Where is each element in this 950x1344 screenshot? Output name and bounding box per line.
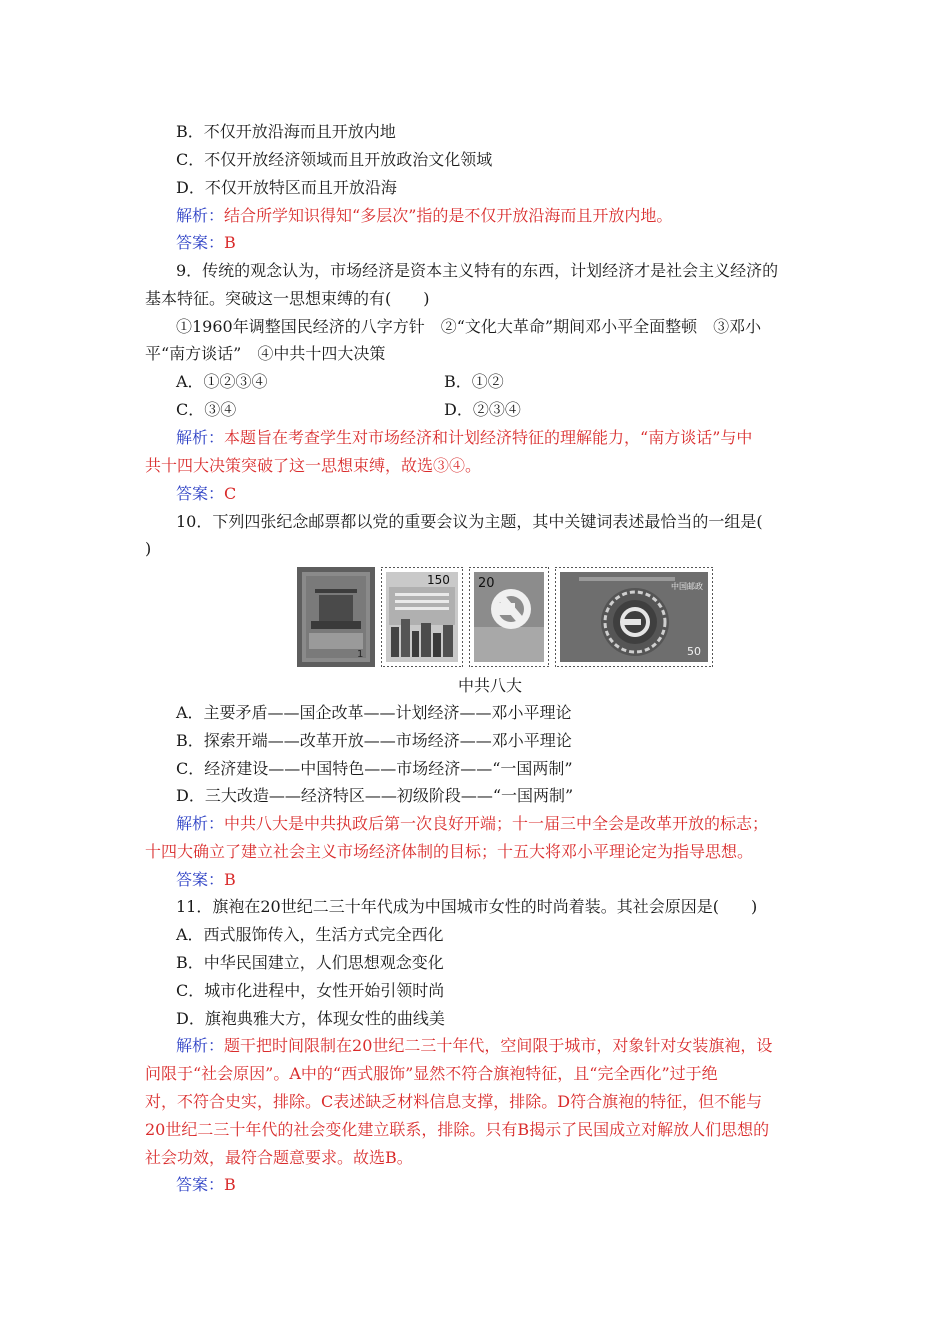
q8-answer-value: B [224,233,236,252]
q11-answer-value: B [224,1175,236,1194]
stamp-3-value: 20 [478,576,495,591]
stamp-4-country: 中国邮政 [671,582,703,591]
q11-analysis-line-1 [176,1036,772,1056]
stamp-2-value: 150 [427,573,450,587]
q9-option-a: A．①②③④ [176,372,268,391]
q11-analysis-line-5: 社会功效，最符合题意要求。故选B。 [145,1148,413,1167]
q9-analysis-line-2: 共十四大决策突破了这一思想束缚，故选③④。 [145,456,482,475]
q10-stem-line-2: ) [145,539,152,558]
stamp-caption: 中共八大 [458,676,523,695]
stamp-4-value: 50 [687,645,701,658]
q8-option-d: D．不仅开放特区而且开放沿海 [176,178,397,197]
q11-option-d: D．旗袍典雅大方，体现女性的曲线美 [176,1009,445,1028]
analysis-label: 解析： [176,814,225,833]
answer-label: 答案： [176,233,225,252]
q9-stem-line-1: 9．传统的观念认为，市场经济是资本主义特有的东西，计划经济才是社会主义经济的 [176,261,779,280]
q11-analysis-line-3: 对，不符合史实，排除。C表述缺乏材料信息支撑，排除。D符合旗袍的特征，但不能与 [145,1092,763,1111]
q11-analysis-line-2: 问限于“社会原因”。A中的“西式服饰”显然不符合旗袍特征，且“完全西化”过于绝 [145,1064,718,1083]
q9-items-line-2: 平“南方谈话” ④中共十四大决策 [145,344,386,363]
q8-analysis [176,206,672,226]
stamp-3-image [469,567,549,667]
answer-label: 答案： [176,870,225,889]
q9-option-d: D．②③④ [444,400,521,419]
q10-analysis-line-2: 十四大确立了建立社会主义市场经济体制的目标；十五大将邓小平理论定为指导思想。 [145,842,754,861]
stamp-1-value: 1 [357,649,364,660]
q11-answer [176,1175,236,1195]
q9-analysis-line-1 [176,428,752,448]
q11-option-c: C．城市化进程中，女性开始引领时尚 [176,981,445,1000]
q11-option-a: A．西式服饰传入，生活方式完全西化 [176,925,444,944]
q10-stem-line-1: 10．下列四张纪念邮票都以党的重要会议为主题，其中关键词表述最恰当的一组是( [176,512,763,531]
q9-items-line-1: ①1960年调整国民经济的八字方针 ②“文化大革命”期间邓小平全面整顿 ③邓小 [176,317,762,336]
q10-option-c: C．经济建设——中国特色——市场经济——“一国两制” [176,759,573,778]
q10-option-a: A．主要矛盾——国企改革——计划经济——邓小平理论 [176,703,572,722]
q10-analysis-line-1 [176,814,768,834]
q10-answer [176,870,236,890]
q10-analysis-text-1: 中共八大是中共执政后第一次良好开端；十一届三中全会是改革开放的标志； [224,814,769,833]
q9-option-b: B．①② [444,372,504,391]
q9-analysis-text-1: 本题旨在考查学生对市场经济和计划经济特征的理解能力，“南方谈话”与中 [224,428,753,447]
q9-answer-value: C [224,484,237,503]
q11-analysis-text-1: 题干把时间限制在20世纪二三十年代，空间限于城市，对象针对女装旗袍，设 [224,1036,773,1055]
q11-stem: 11．旗袍在20世纪二三十年代成为中国城市女性的时尚着装。其社会原因是( ) [176,897,758,916]
answer-label: 答案： [176,1175,225,1194]
q9-option-c: C．③④ [176,400,237,419]
q8-option-b: B．不仅开放沿海而且开放内地 [176,122,396,141]
q10-answer-value: B [224,870,236,889]
q10-option-b: B．探索开端——改革开放——市场经济——邓小平理论 [176,731,572,750]
stamp-4-image [555,567,713,667]
q11-analysis-line-4: 20世纪二三十年代的社会变化建立联系，排除。只有B揭示了民国成立对解放人们思想的 [145,1120,770,1139]
stamp-images [297,567,717,669]
q8-answer [176,233,236,253]
q10-option-d: D．三大改造——经济特区——初级阶段——“一国两制” [176,786,574,805]
analysis-label: 解析： [176,1036,225,1055]
answer-label: 答案： [176,484,225,503]
q8-analysis-text: 结合所学知识得知“多层次”指的是不仅开放沿海而且开放内地。 [224,206,673,225]
q9-stem-line-2: 基本特征。突破这一思想束缚的有( ) [145,289,430,308]
stamp-2-image [381,567,463,667]
stamp-1-image [297,567,375,667]
analysis-label: 解析： [176,428,225,447]
analysis-label: 解析： [176,206,225,225]
q8-option-c: C．不仅开放经济领域而且开放政治文化领域 [176,150,493,169]
q9-answer [176,484,236,504]
q11-option-b: B．中华民国建立，人们思想观念变化 [176,953,444,972]
